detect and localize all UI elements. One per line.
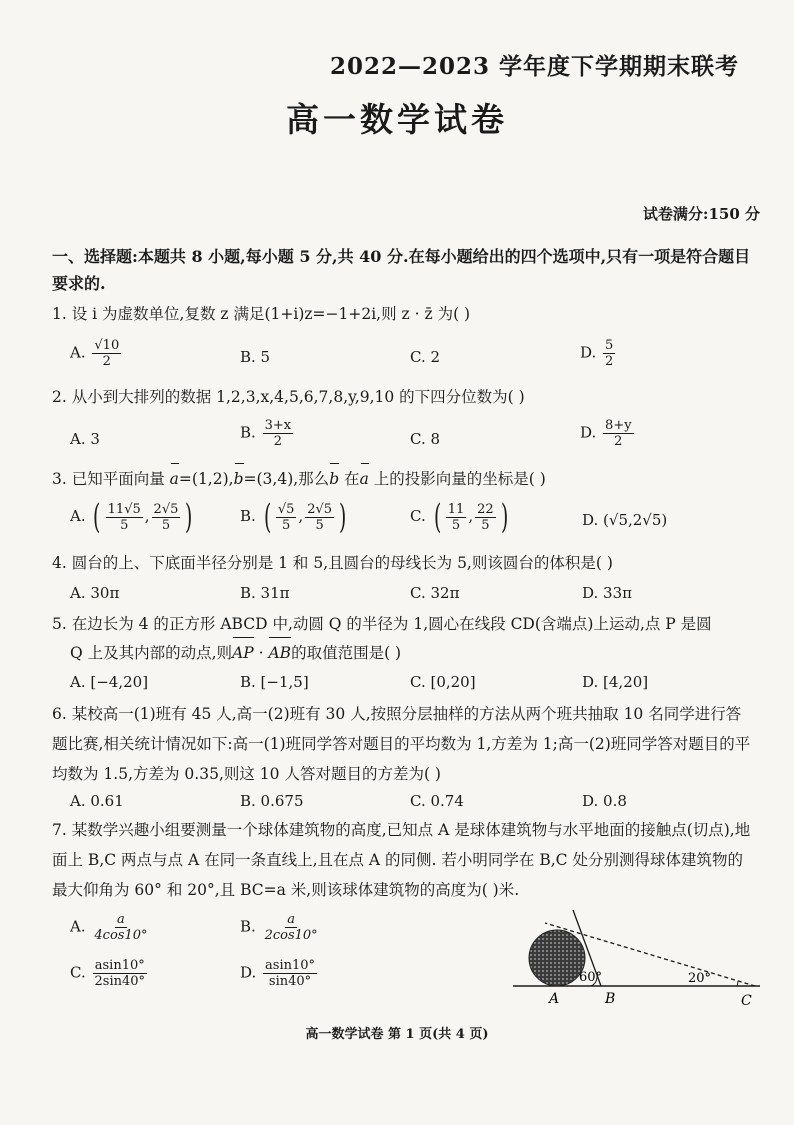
q3-a-d1: 5 — [120, 517, 129, 533]
q2-b-den: 2 — [273, 434, 282, 449]
section-intro: 一、选择题:本题共 8 小题,每小题 5 分,共 40 分.在每小题给出的四个选项中,只有一项是符合题目要求的. — [52, 247, 751, 293]
q4-option-a: A. 30π — [70, 584, 120, 602]
q3-a-label: A. — [70, 507, 86, 525]
q3-stem-d: 在 — [339, 470, 360, 488]
q3-b-n1: √5 — [277, 501, 295, 517]
question-3 — [52, 465, 546, 493]
q1-d-fraction — [603, 338, 615, 369]
question-4: 4. 圆台的上、下底面半径分别是 1 和 5,且圆台的母线长为 5,则该圆台的体积是( ) — [52, 554, 613, 572]
point-label-b: B — [605, 991, 616, 1007]
point-label-c: C — [741, 993, 752, 1009]
full-score: 试卷满分:150 分 — [642, 205, 760, 223]
q3-b-n2: 2√5 — [307, 501, 333, 517]
q7-b-den: 2cos10° — [264, 928, 318, 943]
sphere-figure — [505, 905, 770, 1010]
q2-option-c: C. 8 — [410, 430, 441, 448]
q7-b-num: a — [287, 912, 295, 927]
q3-a-n2: 2√5 — [153, 501, 179, 517]
q3-stem-e: 上的投影向量的坐标是( ) — [368, 470, 546, 488]
q3-option-a: A. ( $\frac{11√5}{5}$ , $\frac{2√5}{5}$ ) — [70, 497, 193, 537]
angle-label-c: 20° — [688, 971, 712, 986]
q3-b-d2: 5 — [315, 517, 324, 533]
q7-b-label: B. — [240, 917, 256, 936]
q3-c-n1: 11 — [447, 501, 465, 517]
vector-ab: AB — [268, 639, 291, 667]
vector-b-2: b — [329, 465, 339, 493]
question-2: 2. 从小到大排列的数据 1,2,3,x,4,5,6,7,8,y,9,10 的下四分位数为( ) — [52, 388, 525, 406]
q5-line2a: Q 上及其内部的动点,则 — [70, 644, 233, 662]
q7-a-num: a — [117, 912, 125, 927]
question-6: 6. 某校高一(1)班有 45 人,高一(2)班有 30 人,按照分层抽样的方法从两个班共抽取 10 名同学进行答题比赛,相关统计情况如下:高一(1)班同学答对题目的平均数为 1,方差为 1;高一(2)班同学答对题目的平均数为 1.5,方差为 0.35,则这 10 人答对题目的方差为( ) — [52, 705, 751, 783]
q6-option-b: B. 0.675 — [240, 792, 304, 810]
q2-b-num: 3+x — [264, 418, 292, 433]
question-5-line1: 5. 在边长为 4 的正方形 ABCD 中,动圆 Q 的半径为 1,圆心在线段 CD(含端点)上运动,点 P 是圆 — [52, 615, 712, 633]
q2-option-a: A. 3 — [70, 430, 100, 448]
q2-d-label: D. — [580, 423, 597, 442]
q4-option-b: B. 31π — [240, 584, 290, 602]
vector-a-2: a — [360, 465, 369, 493]
q7-d-num: asin10° — [265, 958, 316, 973]
q3-option-c: C. ( $\frac{11}{5}$ , $\frac{22}{5}$ ) — [410, 497, 508, 537]
q1-a-label: A. — [70, 343, 86, 362]
q7-d-label: D. — [240, 963, 257, 982]
q2-option-d — [580, 418, 636, 449]
q5-option-d: D. [4,20] — [582, 673, 649, 691]
q6-option-c: C. 0.74 — [410, 792, 464, 810]
q5-option-a: A. [−4,20] — [70, 673, 149, 691]
exam-title: 2022—2023 学年度下学期期末联考 — [330, 53, 740, 80]
q3-c-d2: 5 — [481, 517, 490, 533]
point-label-a: A — [549, 991, 560, 1007]
q3-a-d2: 5 — [161, 517, 171, 533]
q1-option-a — [70, 338, 123, 369]
q1-option-b: B. 5 — [240, 348, 271, 366]
angle-label-b: 60° — [579, 970, 603, 985]
question-1: 1. 设 i 为虚数单位,复数 z 满足(1+i)z=−1+2i,则 z · z̄ 为( ) — [52, 305, 471, 323]
q5-option-b: B. [−1,5] — [240, 673, 309, 691]
q2-d-fraction — [603, 418, 634, 449]
q7-c-num: asin10° — [94, 958, 145, 973]
q3-b-d1: 5 — [281, 517, 291, 533]
question-5-line2 — [70, 639, 401, 667]
subject-title: 高一数学试卷 — [286, 100, 508, 139]
q1-option-d — [580, 338, 617, 369]
q3-a-n1: 11√5 — [107, 501, 141, 517]
q7-c-label: C. — [70, 963, 86, 982]
q4-option-d: D. 33π — [582, 584, 632, 602]
q6-option-a: A. 0.61 — [70, 792, 124, 810]
q1-a-fraction — [92, 338, 121, 369]
q3-c-label: C. — [410, 507, 426, 525]
q2-d-den: 2 — [614, 434, 623, 449]
q3-stem-c: =(3,4),那么 — [243, 470, 330, 488]
q7-option-d — [240, 958, 319, 989]
vector-b: b — [234, 465, 244, 493]
q2-option-b — [240, 418, 295, 449]
q1-option-c: C. 2 — [410, 348, 441, 366]
page-footer: 高一数学试卷 第 1 页(共 4 页) — [305, 1027, 489, 1042]
q1-a-num: √10 — [94, 338, 120, 353]
vector-a: a — [170, 465, 179, 493]
q3-stem-b: =(1,2), — [178, 470, 234, 488]
q1-d-label: D. — [580, 343, 597, 362]
question-7: 7. 某数学兴趣小组要测量一个球体建筑物的高度,已知点 A 是球体建筑物与水平地面的接触点(切点),地面上 B,C 两点与点 A 在同一条直线上,且在点 A 的同侧. 若小明同学在 B,C 处分别测得球体建筑物的最大仰角为 60° 和 20°,且 BC=a 米,则该球体建筑物的高度为( )米. — [52, 821, 751, 899]
q7-c-den: 2sin40° — [94, 974, 146, 989]
q6-option-d: D. 0.8 — [582, 792, 627, 810]
sphere — [529, 930, 585, 986]
q7-option-c — [70, 958, 149, 989]
vector-ap: AP — [232, 639, 254, 667]
q7-a-label: A. — [70, 917, 86, 936]
q4-option-c: C. 32π — [410, 584, 460, 602]
q2-b-label: B. — [240, 423, 256, 442]
q1-d-num: 5 — [605, 338, 614, 353]
q1-a-den: 2 — [102, 354, 111, 369]
q3-stem-a: 3. 已知平面向量 — [52, 470, 170, 488]
q5-line2b: 的取值范围是( ) — [291, 644, 402, 662]
q5-dot: · — [253, 644, 269, 662]
q7-option-b — [240, 912, 322, 943]
q7-d-den: sin40° — [268, 974, 312, 989]
q3-c-d1: 5 — [451, 517, 461, 533]
q3-c-n2: 22 — [477, 501, 494, 517]
q7-option-a — [70, 912, 151, 943]
q1-d-den: 2 — [605, 354, 614, 369]
q3-option-b: B. ( $\frac{√5}{5}$ , $\frac{2√5}{5}$ ) — [240, 497, 347, 537]
q2-b-fraction — [263, 418, 294, 449]
q3-b-label: B. — [240, 507, 256, 525]
q7-a-den: 4cos10° — [94, 928, 148, 943]
angle-arc-c — [737, 981, 738, 986]
q5-option-c: C. [0,20] — [410, 673, 476, 691]
q3-option-d: D. (√5,2√5) — [582, 511, 668, 529]
q2-d-num: 8+y — [605, 418, 632, 433]
